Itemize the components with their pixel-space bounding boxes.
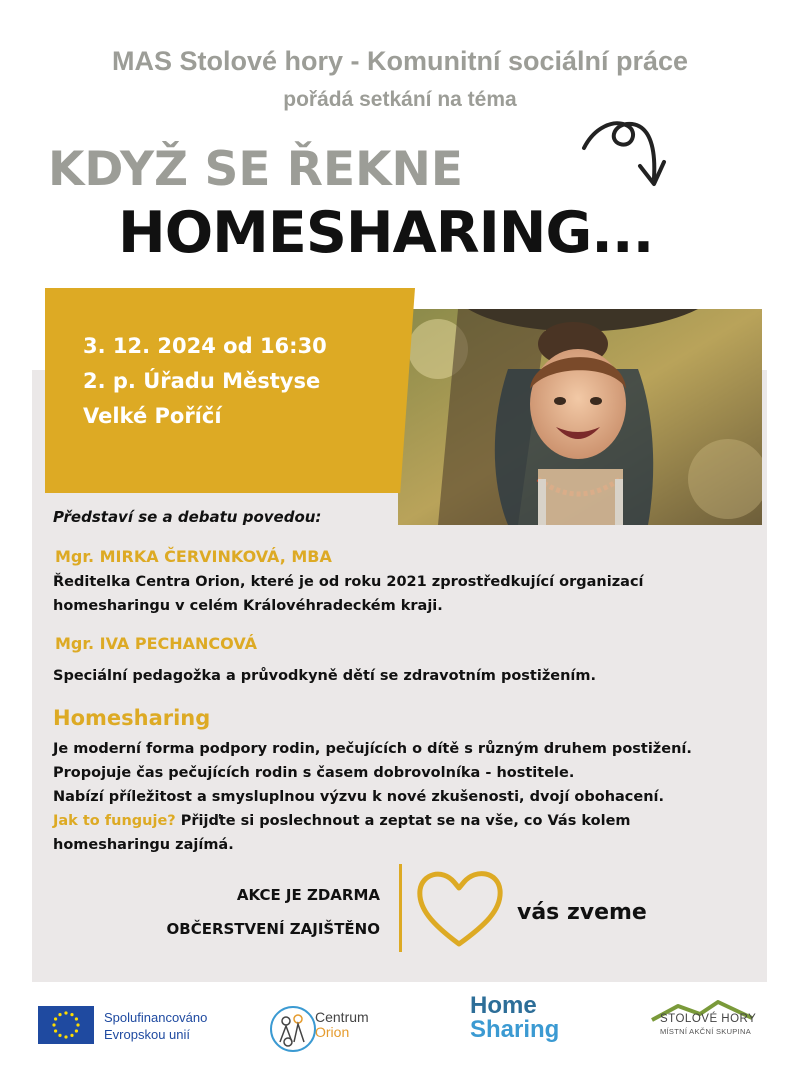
- eu-text-line2: Evropskou unií: [104, 1027, 190, 1042]
- speaker-desc-1-line1: Ředitelka Centra Orion, které je od roku 2021 zprostředkující organizací: [53, 574, 644, 590]
- title-line1: KDYŽ SE ŘEKNE: [48, 142, 463, 197]
- speaker-name-1: Mgr. MIRKA ČERVINKOVÁ, MBA: [55, 547, 332, 566]
- homesharing-logo-line2: Sharing: [470, 1016, 560, 1043]
- homesharing-line4: [53, 809, 763, 833]
- subtitle-line: pořádá setkání na téma: [283, 88, 517, 111]
- homesharing-line3: Nabízí příležitost a smysluplnou výzvu k nové zkušenosti, dvojí obohacení.: [53, 789, 665, 805]
- eu-cofunding-text: [104, 1009, 207, 1043]
- homesharing-line5: homesharingu zajímá.: [53, 837, 234, 853]
- divider-line: [399, 864, 402, 952]
- homesharing-line4-rest: Přijďte si poslechnout a zeptat se na vše, co Vás kolem: [175, 813, 631, 829]
- heart-icon: [412, 862, 507, 952]
- homesharing-logo: [470, 994, 559, 1042]
- orion-text-line1: Centrum: [315, 1009, 369, 1025]
- eu-text-line1: Spolufinancováno: [104, 1010, 208, 1025]
- speaker-desc-2: Speciální pedagožka a průvodkyně dětí se zdravotním postižením.: [53, 668, 597, 684]
- refreshments-note: OBČERSTVENÍ ZAJIŠTĚNO: [166, 920, 380, 938]
- curly-arrow-icon: [580, 108, 670, 193]
- event-date: 3. 12. 2024 od 16:30: [83, 334, 327, 358]
- event-place-line2: Velké Poříčí: [83, 404, 222, 428]
- event-place-line1: 2. p. Úřadu Městyse: [83, 369, 321, 393]
- speaker-name-2: Mgr. IVA PECHANCOVÁ: [55, 634, 257, 653]
- speaker-desc-1-line2: homesharingu v celém Královéhradeckém kraji.: [53, 598, 443, 614]
- photo-child-and-adult: [398, 309, 762, 525]
- homesharing-line1: Je moderní forma podpory rodin, pečujících o dítě s různým druhem postižení.: [53, 741, 692, 757]
- stolove-hory-name: STOLOVÉ HORY: [660, 1013, 757, 1025]
- speakers-intro: Představí se a debatu povedou:: [53, 508, 322, 526]
- homesharing-logo-line1: Home: [470, 992, 537, 1019]
- free-admission: AKCE JE ZDARMA: [236, 886, 380, 904]
- orion-logo-icon: [268, 1004, 318, 1054]
- homesharing-line2: Propojuje čas pečujících rodin s časem dobrovolníka - hostitele.: [53, 765, 575, 781]
- orion-text-line2: Orion: [315, 1024, 350, 1040]
- homesharing-body: [53, 737, 763, 857]
- orion-logo-text: [315, 1010, 369, 1040]
- title-line2: HOMESHARING...: [118, 200, 654, 266]
- invitation: vás zveme: [517, 900, 647, 925]
- homesharing-question: Jak to funguje?: [53, 813, 176, 829]
- stolove-hory-subtitle: MÍSTNÍ AKČNÍ SKUPINA: [660, 1027, 752, 1036]
- organizer-line: MAS Stolové hory - Komunitní sociální práce: [111, 46, 689, 76]
- homesharing-heading: Homesharing: [53, 706, 211, 730]
- eu-flag-icon: [38, 1006, 94, 1044]
